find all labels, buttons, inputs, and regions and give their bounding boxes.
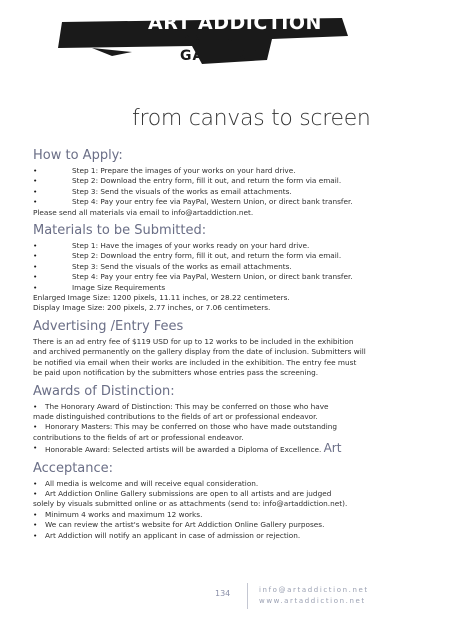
list-item-continuation: made distinguished contributions to the fields of art or professional endeavor. <box>33 411 318 421</box>
enlarged-size-line: Enlarged Image Size: 1200 pixels, 11.11 inches, or 28.22 centimeters. <box>33 293 290 303</box>
display-size-line: Display Image Size: 200 pixels, 2.77 inches, or 7.06 centimeters. <box>33 303 271 313</box>
list-item-text: Honorable Award: Selected artists will be awarded a Diploma of Excellence. <box>45 445 322 455</box>
list-item: • Step 3: Send the visuals of the works as email attachments. <box>33 262 428 272</box>
list-item-continuation: solely by visuals submitted online or as attachments (send to: info@artaddiction.net). <box>33 499 348 509</box>
list-item: • All media is welcome and will receive equal consideration. <box>33 479 428 489</box>
section-materials <box>33 223 428 314</box>
list-item: • Step 1: Prepare the images of your works on your hard drive. <box>33 166 428 176</box>
heading-awards: Awards of Distinction: <box>33 383 175 399</box>
list-item: • The Honorary Award of Distinction: This may be conferred on those who have <box>33 402 428 412</box>
trailing-art-word: Art <box>323 441 342 456</box>
section-acceptance <box>33 461 428 541</box>
heading-how-to-apply: How to Apply: <box>33 148 123 163</box>
footer-divider <box>247 583 248 609</box>
list-item: • Image Size Requirements <box>33 283 428 293</box>
list-item: • Step 2: Download the entry form, fill it out, and return the form via email. <box>33 176 428 186</box>
list-item: • Minimum 4 works and maximum 12 works. <box>33 510 428 520</box>
section-awards <box>33 384 428 456</box>
page-number: 134 <box>215 589 231 598</box>
footer-email: info@artaddiction.net <box>259 586 369 594</box>
list-item <box>33 443 428 455</box>
heading-acceptance: Acceptance: <box>33 460 114 476</box>
list-item: • Step 1: Have the images of your works ready on your hard drive. <box>33 241 428 251</box>
fee-paragraph-line: There is an ad entry fee of $119 USD for up to 12 works to be included in the exhibition <box>33 336 354 346</box>
list-item-continuation: contributions to the fields of art or professional endeavor. <box>33 432 244 442</box>
logo-gallery: GALLERY <box>180 48 257 64</box>
list-item: • Art Addiction will notify an applicant in case of admission or rejection. <box>33 531 428 541</box>
heading-fees: Advertising /Entry Fees <box>33 318 184 334</box>
list-item: • Step 4: Pay your entry fee via PayPal, Western Union, or direct bank transfer. <box>33 197 428 207</box>
list-item: • We can review the artist's website for Art Addiction Online Gallery purposes. <box>33 520 428 530</box>
email-note: Please send all materials via email to info@artaddiction.net. <box>33 207 254 217</box>
content-body <box>33 148 428 546</box>
logo-title: ART ADDICTION <box>148 12 322 34</box>
fee-paragraph-line: be paid upon notification by the submitters whose entries pass the screening. <box>33 368 319 378</box>
fee-paragraph-line: be notified via email when their works are included in the exhibition. The entry fee must <box>33 357 357 367</box>
heading-materials: Materials to be Submitted: <box>33 223 207 239</box>
list-item: • Step 3: Send the visuals of the works as email attachments. <box>33 187 428 197</box>
section-fees <box>33 319 428 379</box>
list-item: • Step 4: Pay your entry fee via PayPal, Western Union, or direct bank transfer. <box>33 272 428 282</box>
list-item: • Honorary Masters: This may be conferred on those who have made outstanding <box>33 422 428 432</box>
list-item: • Step 2: Download the entry form, fill it out, and return the form via email. <box>33 251 428 261</box>
section-how-to-apply <box>33 148 428 218</box>
footer-website: www.artaddiction.net <box>259 597 366 605</box>
list-item: • Art Addiction Online Gallery submissions are open to all artists and are judged <box>33 489 428 499</box>
fee-paragraph-line: and archived permanently on the gallery display from the date of inclusion. Submitters will <box>33 347 366 357</box>
tagline: from canvas to screen <box>132 106 371 131</box>
logo-online: ONLINE <box>178 33 250 49</box>
